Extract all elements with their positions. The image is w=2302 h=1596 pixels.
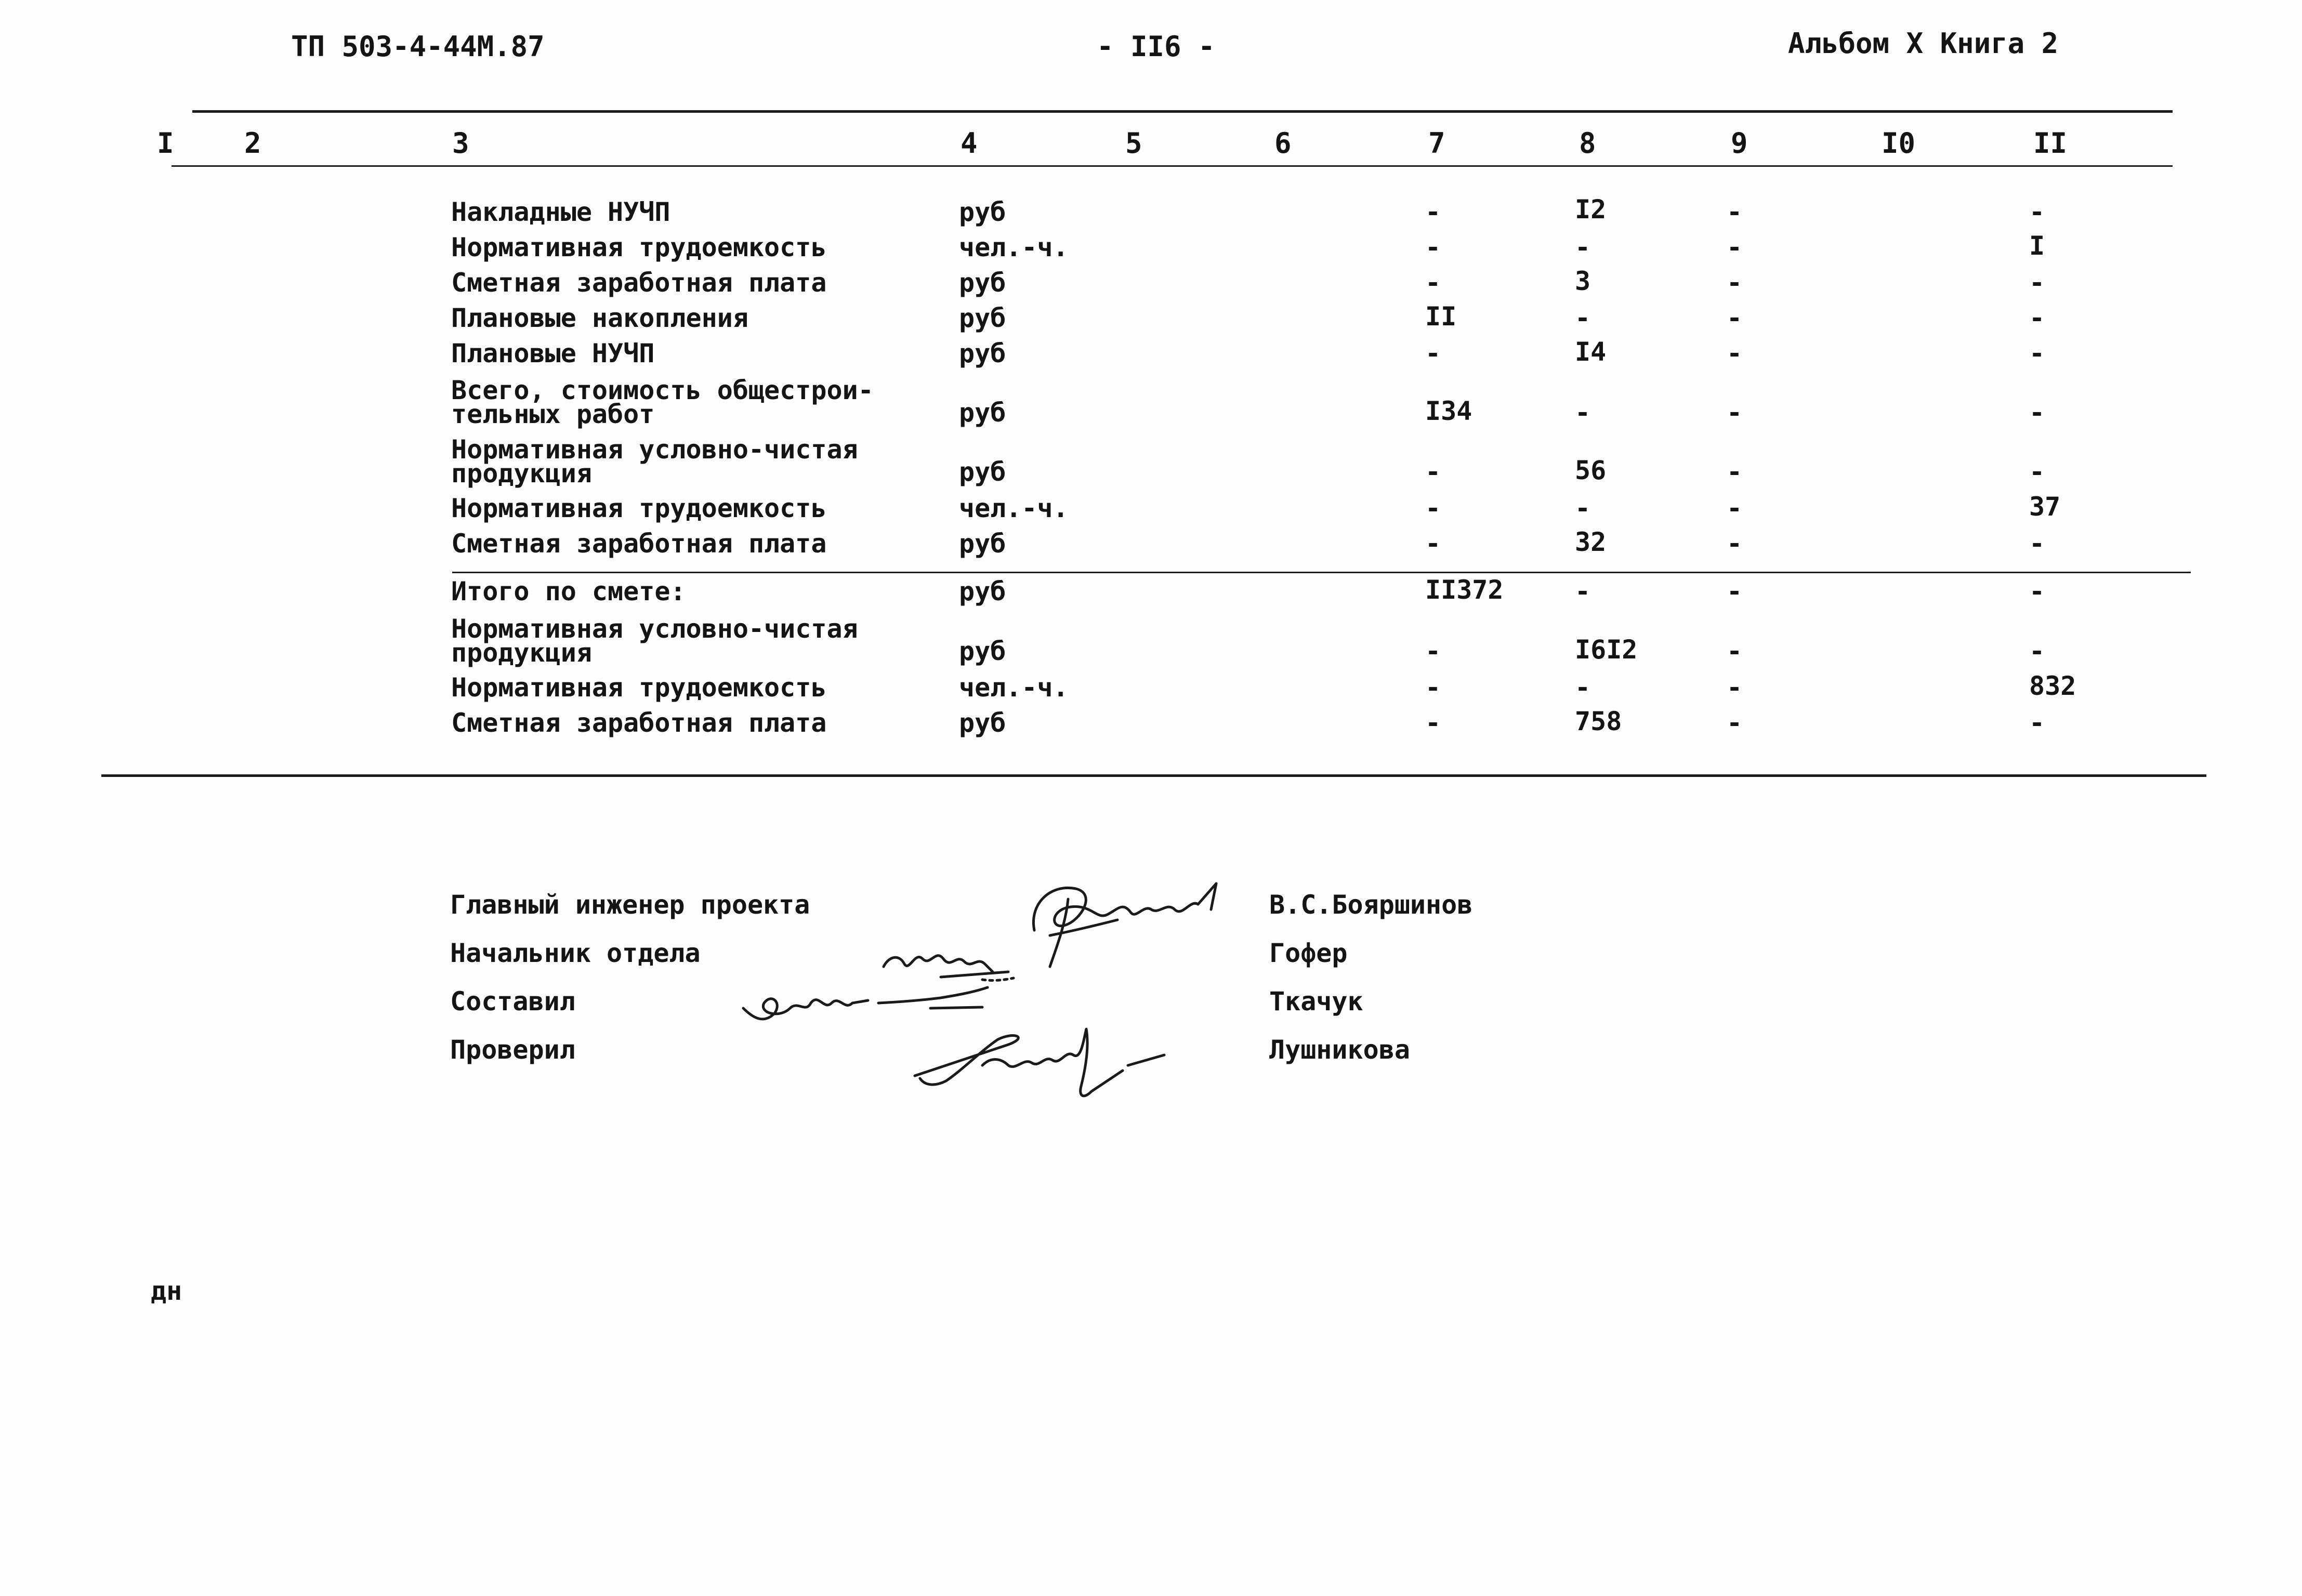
row-col8: - [1575, 576, 1591, 606]
col-header-4: 4 [961, 127, 978, 160]
row-col7: II372 [1425, 575, 1504, 605]
row-col11: - [2029, 636, 2045, 666]
row-col7: - [1425, 636, 1441, 666]
row-col7: - [1425, 457, 1441, 487]
row-unit: руб [959, 708, 1006, 738]
row-col9: - [1727, 398, 1743, 428]
row-col11: - [2029, 529, 2045, 559]
handwritten-signature [904, 1008, 1175, 1112]
row-col9: - [1727, 576, 1743, 606]
row-col9: - [1727, 197, 1743, 227]
row-col8: 758 [1575, 706, 1622, 736]
signature-name: В.С.Бояршинов [1269, 890, 1473, 920]
table-top-rule [192, 110, 2173, 113]
col-header-9: 9 [1731, 127, 1748, 160]
footer-mark: дн [151, 1276, 182, 1306]
col-header-1: I [157, 127, 174, 160]
row-col7: II [1425, 301, 1457, 332]
row-col8: 3 [1575, 266, 1591, 296]
row-col9: - [1727, 268, 1743, 298]
row-col7: - [1425, 672, 1441, 703]
row-col11: - [2029, 303, 2045, 333]
row-col7: - [1425, 232, 1441, 262]
page-number: - II6 - [1097, 30, 1215, 63]
row-name: Сметная заработная плата [451, 708, 827, 738]
row-col9: - [1727, 672, 1743, 703]
signature-title: Проверил [450, 1035, 575, 1065]
row-name: Сметная заработная плата [451, 268, 827, 298]
row-col8: - [1575, 232, 1591, 262]
row-unit: руб [959, 303, 1006, 333]
row-col8: - [1575, 672, 1591, 703]
row-col11: - [2029, 708, 2045, 738]
col-header-7: 7 [1428, 127, 1445, 160]
row-col11: - [2029, 338, 2045, 368]
signature-name: Ткачук [1269, 986, 1363, 1017]
row-col7: - [1425, 197, 1441, 227]
row-col9: - [1727, 708, 1743, 738]
row-unit: руб [959, 338, 1006, 368]
row-col7: - [1425, 268, 1441, 298]
row-unit: руб [959, 457, 1006, 487]
signature-title: Главный инженер проекта [450, 890, 810, 920]
row-unit: руб [959, 636, 1006, 666]
table-bottom-rule [101, 774, 2206, 777]
row-name: Нормативная трудоемкость [451, 232, 827, 262]
col-header-8: 8 [1579, 127, 1596, 160]
row-name: Плановые накопления [451, 303, 748, 333]
row-col8: 32 [1575, 527, 1607, 557]
col-header-5: 5 [1125, 127, 1142, 160]
row-col8: - [1575, 398, 1591, 428]
row-col8: - [1575, 493, 1591, 523]
row-col9: - [1727, 529, 1743, 559]
row-col9: - [1727, 303, 1743, 333]
row-col11: I [2029, 231, 2045, 261]
col-header-6: 6 [1274, 127, 1292, 160]
row-col9: - [1727, 493, 1743, 523]
row-unit: чел.-ч. [959, 232, 1069, 262]
col-header-10: I0 [1882, 127, 1916, 160]
signature-title: Начальник отдела [450, 938, 701, 968]
row-col9: - [1727, 636, 1743, 666]
row-name: Нормативная трудоемкость [451, 672, 827, 703]
signature-name: Гофер [1269, 938, 1348, 968]
row-col8: - [1575, 303, 1591, 333]
row-name: Итого по смете: [451, 576, 686, 606]
column-header-rule [172, 165, 2173, 167]
row-col8: I2 [1575, 194, 1607, 225]
row-unit: руб [959, 268, 1006, 298]
row-col11: - [2029, 398, 2045, 428]
row-col11: 832 [2029, 671, 2076, 701]
row-unit: руб [959, 398, 1006, 428]
handwritten-signature [1019, 852, 1237, 972]
row-col11: - [2029, 576, 2045, 606]
signature-name: Лушникова [1269, 1035, 1410, 1065]
row-col8: I4 [1575, 337, 1607, 367]
signature-title: Составил [450, 986, 575, 1017]
row-col11: 37 [2029, 492, 2061, 522]
row-col7: - [1425, 338, 1441, 368]
row-col9: - [1727, 457, 1743, 487]
row-col7: - [1425, 708, 1441, 738]
row-unit: руб [959, 197, 1006, 227]
row-name: Нормативная условно-чистая продукция [451, 434, 858, 489]
row-col7: I34 [1425, 396, 1472, 426]
row-name: Сметная заработная плата [451, 529, 827, 559]
row-col11: - [2029, 268, 2045, 298]
col-header-3: 3 [452, 127, 469, 160]
album-book-label: Альбом X Книга 2 [1788, 27, 2059, 60]
row-col9: - [1727, 232, 1743, 262]
row-unit: руб [959, 529, 1006, 559]
row-col7: - [1425, 529, 1441, 559]
row-col8: I6I2 [1575, 635, 1638, 665]
col-header-2: 2 [244, 127, 261, 160]
col-header-11: II [2033, 127, 2068, 160]
row-unit: чел.-ч. [959, 672, 1069, 703]
row-col9: - [1727, 338, 1743, 368]
row-name: Всего, стоимость общестрои- тельных работ [451, 375, 874, 429]
row-unit: чел.-ч. [959, 493, 1069, 523]
row-unit: руб [959, 576, 1006, 606]
row-name: Плановые НУЧП [451, 338, 655, 368]
section-divider-rule [452, 572, 2191, 573]
row-col11: - [2029, 457, 2045, 487]
document-code: ТП 503-4-44М.87 [291, 30, 545, 63]
row-name: Нормативная трудоемкость [451, 493, 827, 523]
row-col11: - [2029, 197, 2045, 227]
row-name: Накладные НУЧП [451, 197, 670, 227]
row-col8: 56 [1575, 455, 1607, 485]
row-name: Нормативная условно-чистая продукция [451, 614, 858, 668]
row-col7: - [1425, 493, 1441, 523]
